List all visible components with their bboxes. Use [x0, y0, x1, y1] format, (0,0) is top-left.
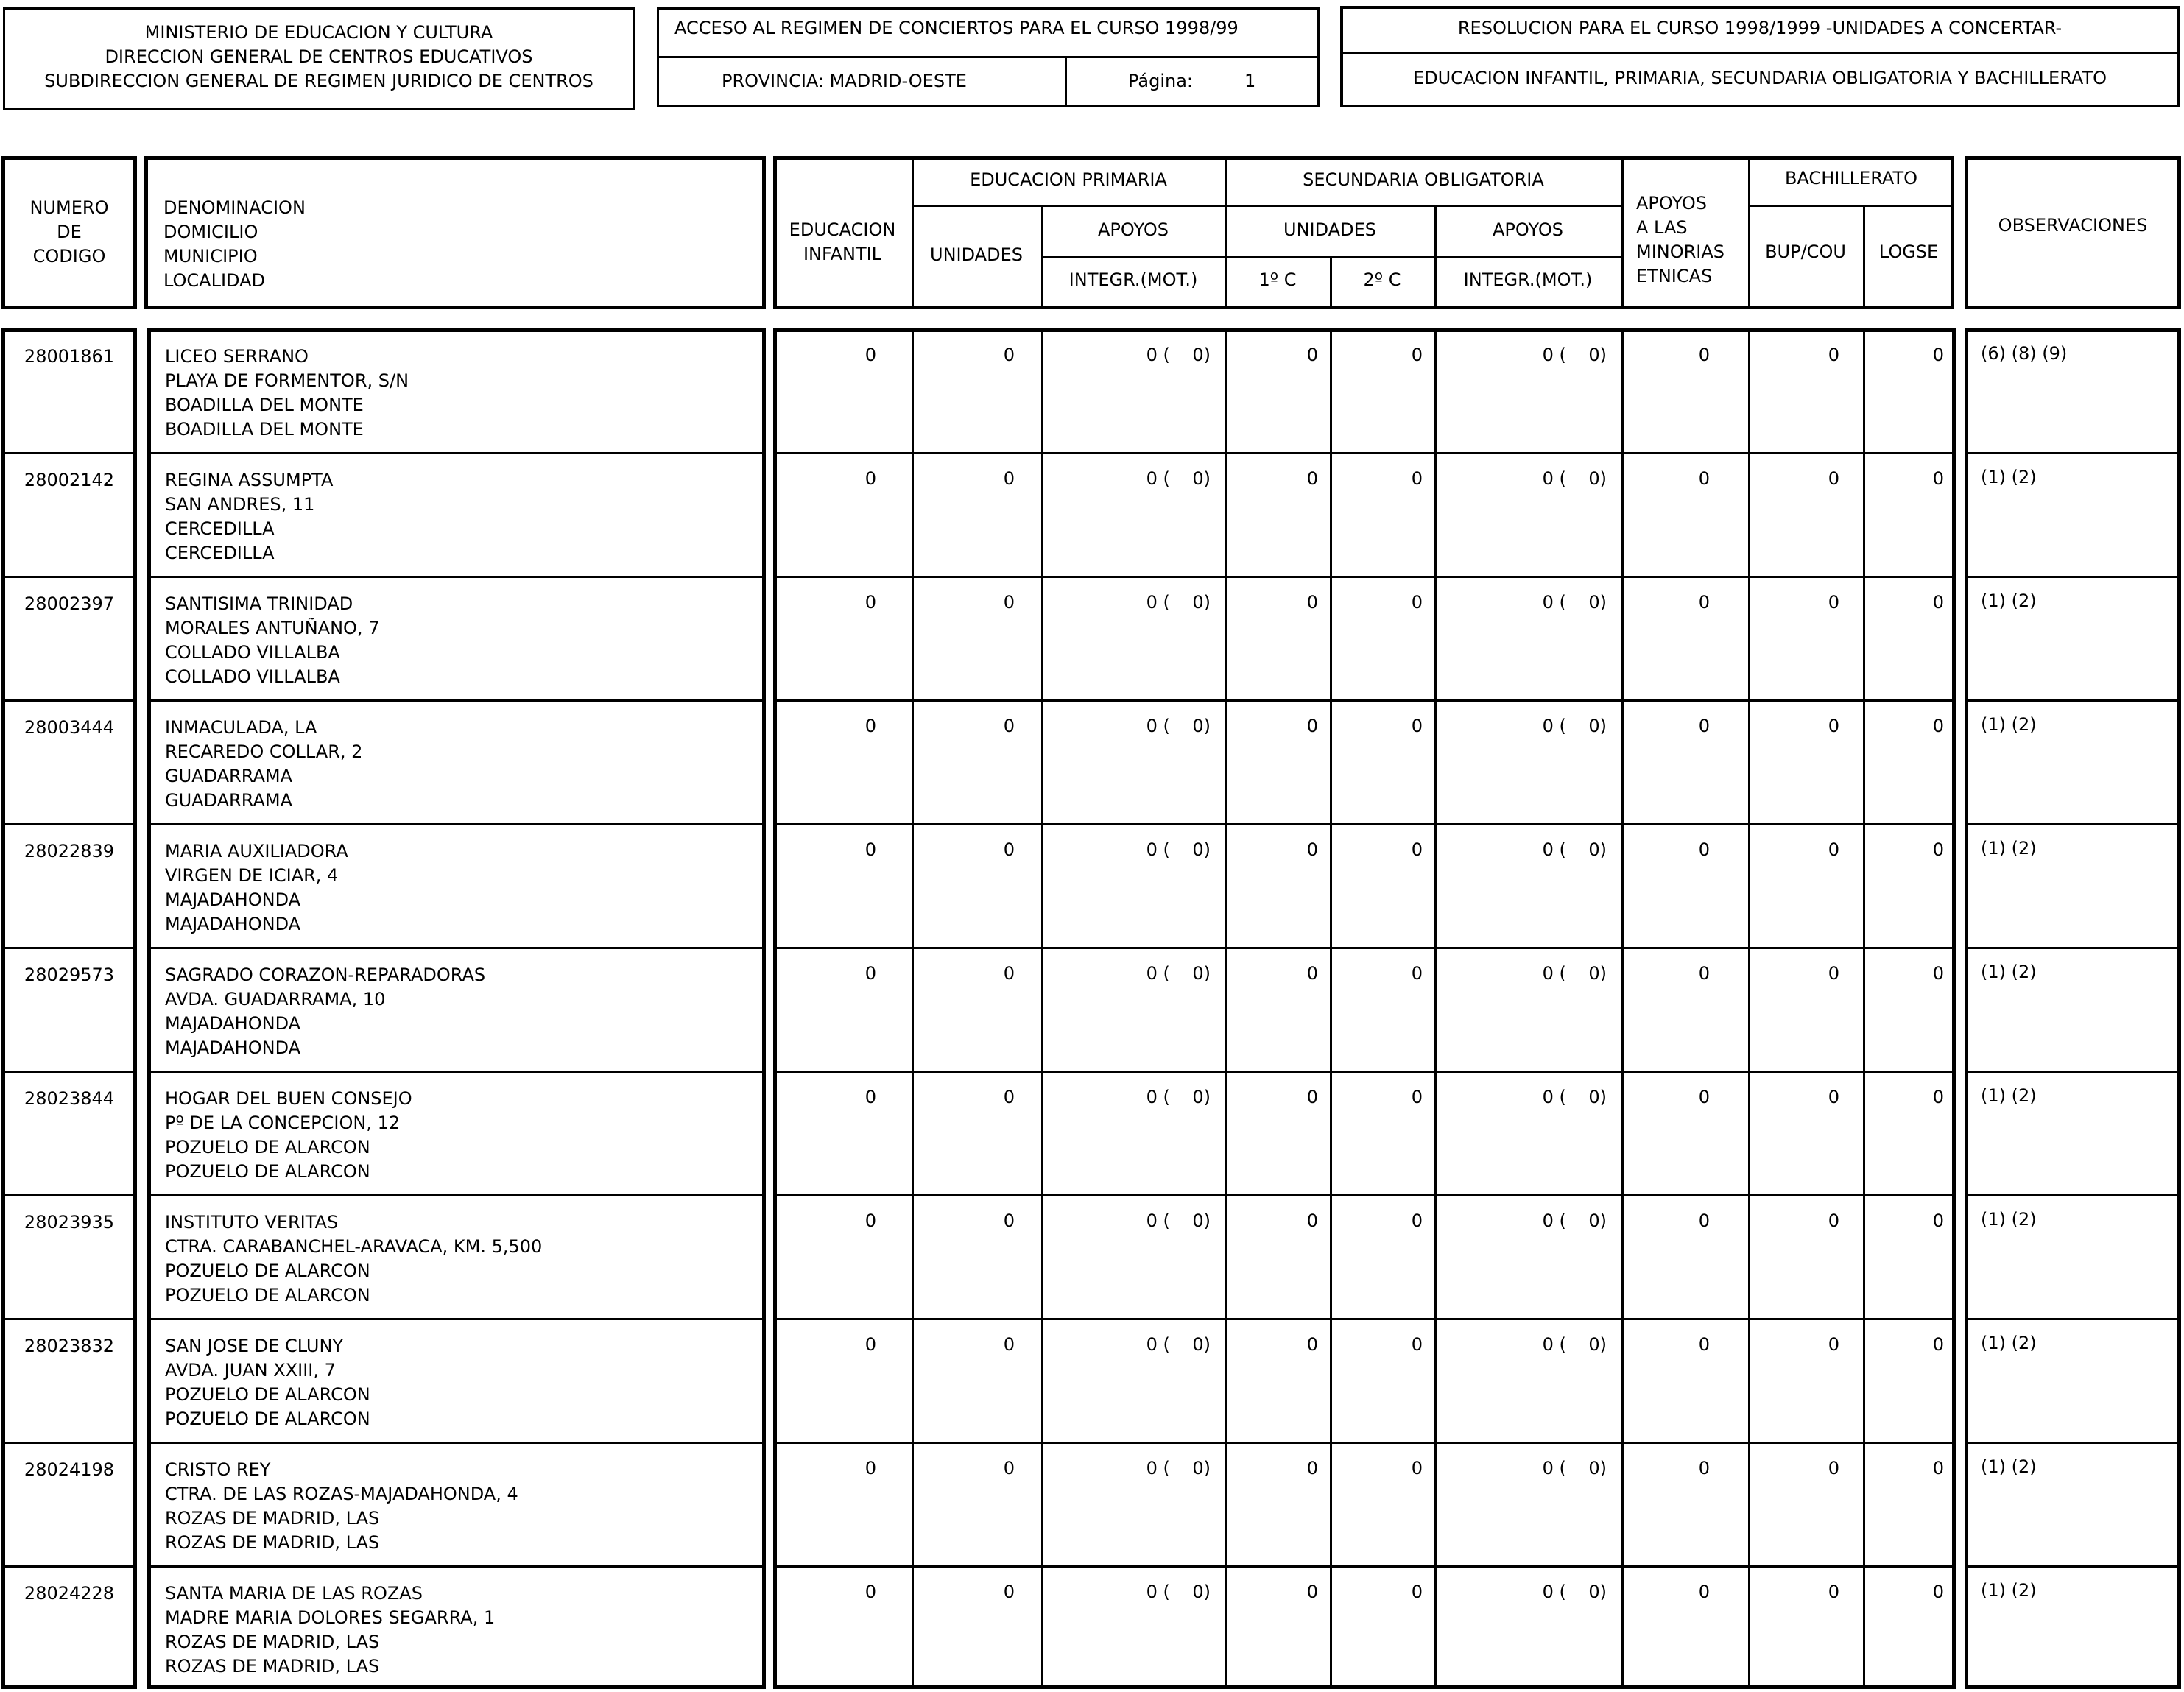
- row-bup: 0: [1828, 1087, 1839, 1107]
- row-name: INSTITUTO VERITAS: [165, 1212, 339, 1233]
- hdr-h-apoyos-pri: [1041, 256, 1225, 258]
- row-divider: [147, 1442, 766, 1444]
- header-name-3: MUNICIPIO: [163, 246, 258, 267]
- row-name: SANTA MARIA DE LAS ROZAS: [165, 1583, 423, 1604]
- row-observaciones: (6) (8) (9): [1981, 343, 2068, 364]
- row-pri-unidades: 0: [1003, 1334, 1015, 1355]
- access-page-divider: [1065, 56, 1067, 107]
- row-divider: [147, 947, 766, 949]
- row-divider: [1965, 576, 2181, 578]
- row-infantil: 0: [864, 1458, 876, 1478]
- row-name: MARIA AUXILIADORA: [165, 841, 348, 861]
- row-logse: 0: [1932, 1210, 1944, 1231]
- row-sec-apoyos: 0 ( 0): [1542, 963, 1607, 984]
- header-primaria: EDUCACION PRIMARIA: [970, 169, 1167, 190]
- row-infantil: 0: [864, 468, 876, 489]
- header-minorias-1: APOYOS: [1636, 193, 1707, 214]
- row-municipio: POZUELO DE ALARCON: [165, 1137, 370, 1157]
- row-name: SAGRADO CORAZON-REPARADORAS: [165, 965, 486, 985]
- resolution-title: RESOLUCION PARA EL CURSO 1998/1999 -UNIDADES A CONCERTAR-: [1457, 18, 2063, 38]
- header-name-1: DENOMINACION: [163, 197, 306, 218]
- hdr-h-sec: [1225, 256, 1621, 258]
- row-sec-c2: 0: [1411, 1334, 1423, 1355]
- row-divider: [1965, 1194, 2181, 1196]
- row-bup: 0: [1828, 468, 1839, 489]
- row-municipio: CERCEDILLA: [165, 518, 275, 539]
- row-sec-c2: 0: [1411, 1210, 1423, 1231]
- body-v-c1: [1330, 328, 1332, 1689]
- province-label: PROVINCIA: MADRID-OESTE: [722, 71, 967, 91]
- row-minorias: 0: [1698, 1334, 1710, 1355]
- row-code: 28002397: [24, 593, 115, 614]
- row-address: SAN ANDRES, 11: [165, 494, 315, 515]
- row-observaciones: (1) (2): [1981, 838, 2037, 859]
- row-sec-c1: 0: [1306, 1582, 1318, 1602]
- row-sec-c2: 0: [1411, 592, 1423, 613]
- row-code: 28001861: [24, 346, 115, 367]
- row-address: CTRA. DE LAS ROZAS-MAJADAHONDA, 4: [165, 1484, 518, 1504]
- row-infantil: 0: [864, 963, 876, 984]
- row-divider: [773, 823, 1956, 825]
- row-divider: [1, 1442, 137, 1444]
- row-divider: [147, 1194, 766, 1196]
- header-bachillerato: BACHILLERATO: [1784, 168, 1918, 188]
- row-address: MORALES ANTUÑANO, 7: [165, 618, 380, 638]
- row-address: AVDA. GUADARRAMA, 10: [165, 989, 386, 1009]
- row-logse: 0: [1932, 468, 1944, 489]
- header-sec-c1: 1º C: [1258, 269, 1297, 290]
- row-bup: 0: [1828, 716, 1839, 736]
- row-observaciones: (1) (2): [1981, 1333, 2037, 1353]
- row-divider: [773, 1318, 1956, 1320]
- header-sec-integr: INTEGR.(MOT.): [1463, 269, 1593, 290]
- body-v-bup: [1863, 328, 1865, 1689]
- row-pri-unidades: 0: [1003, 1582, 1015, 1602]
- row-minorias: 0: [1698, 1582, 1710, 1602]
- row-divider: [773, 1442, 1956, 1444]
- row-code: 28029573: [24, 965, 115, 985]
- row-sec-c1: 0: [1306, 345, 1318, 365]
- row-observaciones: (1) (2): [1981, 1209, 2037, 1230]
- row-observaciones: (1) (2): [1981, 1085, 2037, 1106]
- row-divider: [1, 947, 137, 949]
- row-infantil: 0: [864, 1582, 876, 1602]
- row-pri-unidades: 0: [1003, 592, 1015, 613]
- row-sec-c2: 0: [1411, 468, 1423, 489]
- header-minorias-2: A LAS: [1636, 217, 1688, 238]
- header-sec-apoyos: APOYOS: [1493, 219, 1563, 240]
- levels-title: EDUCACION INFANTIL, PRIMARIA, SECUNDARIA OBLIGATORIA Y BACHILLERATO: [1412, 68, 2107, 88]
- header-observaciones: OBSERVACIONES: [1998, 215, 2148, 236]
- row-sec-apoyos: 0 ( 0): [1542, 1210, 1607, 1231]
- row-minorias: 0: [1698, 468, 1710, 489]
- header-pri-integr: INTEGR.(MOT.): [1068, 269, 1198, 290]
- row-divider: [147, 452, 766, 454]
- row-pri-apoyos: 0 ( 0): [1146, 468, 1211, 489]
- row-pri-apoyos: 0 ( 0): [1146, 345, 1211, 365]
- row-code: 28024228: [24, 1583, 115, 1604]
- row-pri-unidades: 0: [1003, 1087, 1015, 1107]
- row-pri-unidades: 0: [1003, 1458, 1015, 1478]
- row-divider: [147, 1071, 766, 1073]
- hdr-v-secundaria: [1621, 156, 1624, 309]
- page-number: 1: [1244, 71, 1256, 91]
- row-infantil: 0: [864, 1087, 876, 1107]
- row-divider: [1965, 699, 2181, 702]
- resolution-divider: [1340, 52, 2180, 54]
- row-pri-apoyos: 0 ( 0): [1146, 1210, 1211, 1231]
- row-address: Pº DE LA CONCEPCION, 12: [165, 1113, 401, 1133]
- row-bup: 0: [1828, 592, 1839, 613]
- row-observaciones: (1) (2): [1981, 714, 2037, 735]
- row-localidad: MAJADAHONDA: [165, 914, 301, 934]
- row-address: VIRGEN DE ICIAR, 4: [165, 865, 339, 886]
- header-sec-unidades: UNIDADES: [1283, 219, 1376, 240]
- row-address: AVDA. JUAN XXIII, 7: [165, 1360, 336, 1381]
- row-sec-c1: 0: [1306, 468, 1318, 489]
- row-logse: 0: [1932, 839, 1944, 860]
- row-pri-unidades: 0: [1003, 468, 1015, 489]
- row-sec-c1: 0: [1306, 839, 1318, 860]
- row-minorias: 0: [1698, 963, 1710, 984]
- row-sec-c1: 0: [1306, 1334, 1318, 1355]
- header-code-1: NUMERO: [29, 197, 109, 218]
- row-sec-c1: 0: [1306, 963, 1318, 984]
- row-code: 28003444: [24, 717, 115, 738]
- row-observaciones: (1) (2): [1981, 962, 2037, 982]
- row-divider: [1965, 1442, 2181, 1444]
- row-localidad: POZUELO DE ALARCON: [165, 1161, 370, 1182]
- body-obs-box: [1965, 328, 2181, 1689]
- row-address: MADRE MARIA DOLORES SEGARRA, 1: [165, 1607, 496, 1628]
- row-code: 28023844: [24, 1088, 115, 1109]
- body-v-minorias: [1748, 328, 1750, 1689]
- row-sec-c2: 0: [1411, 1458, 1423, 1478]
- row-address: RECAREDO COLLAR, 2: [165, 741, 363, 762]
- row-localidad: COLLADO VILLALBA: [165, 666, 340, 687]
- row-localidad: ROZAS DE MADRID, LAS: [165, 1656, 380, 1677]
- body-levels-box: [773, 328, 1956, 1689]
- row-divider: [1965, 452, 2181, 454]
- row-sec-apoyos: 0 ( 0): [1542, 1334, 1607, 1355]
- row-logse: 0: [1932, 1582, 1944, 1602]
- row-name: SAN JOSE DE CLUNY: [165, 1336, 344, 1356]
- row-code: 28023832: [24, 1336, 115, 1356]
- row-municipio: BOADILLA DEL MONTE: [165, 395, 364, 415]
- row-minorias: 0: [1698, 1087, 1710, 1107]
- row-municipio: MAJADAHONDA: [165, 1013, 301, 1034]
- row-sec-c2: 0: [1411, 716, 1423, 736]
- row-code: 28024198: [24, 1459, 115, 1480]
- row-logse: 0: [1932, 592, 1944, 613]
- row-logse: 0: [1932, 716, 1944, 736]
- page-label: Página:: [1128, 71, 1194, 91]
- row-infantil: 0: [864, 716, 876, 736]
- row-infantil: 0: [864, 839, 876, 860]
- row-divider: [773, 1071, 1956, 1073]
- row-sec-apoyos: 0 ( 0): [1542, 468, 1607, 489]
- header-pri-unidades: UNIDADES: [930, 244, 1023, 265]
- row-logse: 0: [1932, 1087, 1944, 1107]
- row-name: REGINA ASSUMPTA: [165, 470, 334, 490]
- row-divider: [1, 1194, 137, 1196]
- row-pri-apoyos: 0 ( 0): [1146, 1582, 1211, 1602]
- row-sec-apoyos: 0 ( 0): [1542, 1087, 1607, 1107]
- row-municipio: MAJADAHONDA: [165, 889, 301, 910]
- row-logse: 0: [1932, 1458, 1944, 1478]
- row-sec-c2: 0: [1411, 963, 1423, 984]
- row-name: HOGAR DEL BUEN CONSEJO: [165, 1088, 412, 1109]
- header-pri-apoyos: APOYOS: [1098, 219, 1169, 240]
- header-logse: LOGSE: [1878, 242, 1939, 262]
- header-infantil-2: INFANTIL: [803, 244, 882, 264]
- row-divider: [147, 576, 766, 578]
- row-bup: 0: [1828, 1210, 1839, 1231]
- row-divider: [147, 1318, 766, 1320]
- row-infantil: 0: [864, 345, 876, 365]
- ministry-line-3: SUBDIRECCION GENERAL DE REGIMEN JURIDICO DE CENTROS: [44, 71, 593, 91]
- header-code-2: DE: [57, 222, 82, 242]
- row-municipio: POZUELO DE ALARCON: [165, 1384, 370, 1405]
- row-observaciones: (1) (2): [1981, 1580, 2037, 1601]
- row-observaciones: (1) (2): [1981, 591, 2037, 611]
- row-divider: [773, 1565, 1956, 1568]
- row-logse: 0: [1932, 963, 1944, 984]
- row-name: INMACULADA, LA: [165, 717, 317, 738]
- row-bup: 0: [1828, 1458, 1839, 1478]
- row-municipio: COLLADO VILLALBA: [165, 642, 340, 663]
- row-sec-apoyos: 0 ( 0): [1542, 1458, 1607, 1478]
- row-divider: [1, 699, 137, 702]
- row-name: SANTISIMA TRINIDAD: [165, 593, 353, 614]
- row-divider: [1965, 1565, 2181, 1568]
- row-pri-unidades: 0: [1003, 1210, 1015, 1231]
- row-pri-apoyos: 0 ( 0): [1146, 1458, 1211, 1478]
- row-divider: [1965, 823, 2181, 825]
- row-divider: [147, 823, 766, 825]
- row-minorias: 0: [1698, 1210, 1710, 1231]
- row-divider: [773, 576, 1956, 578]
- row-observaciones: (1) (2): [1981, 467, 2037, 487]
- header-name-2: DOMICILIO: [163, 222, 258, 242]
- row-code: 28022839: [24, 841, 115, 861]
- row-pri-unidades: 0: [1003, 963, 1015, 984]
- hdr-h-bach: [1748, 205, 1954, 207]
- row-sec-c1: 0: [1306, 1458, 1318, 1478]
- header-secundaria: SECUNDARIA OBLIGATORIA: [1303, 169, 1544, 190]
- row-sec-apoyos: 0 ( 0): [1542, 1582, 1607, 1602]
- row-divider: [1965, 947, 2181, 949]
- header-minorias-4: ETNICAS: [1636, 266, 1713, 286]
- row-municipio: POZUELO DE ALARCON: [165, 1261, 370, 1281]
- row-localidad: POZUELO DE ALARCON: [165, 1285, 370, 1305]
- row-bup: 0: [1828, 345, 1839, 365]
- row-address: CTRA. CARABANCHEL-ARAVACA, KM. 5,500: [165, 1236, 543, 1257]
- row-divider: [1965, 1318, 2181, 1320]
- row-sec-c1: 0: [1306, 716, 1318, 736]
- row-bup: 0: [1828, 1334, 1839, 1355]
- row-localidad: GUADARRAMA: [165, 790, 292, 811]
- row-divider: [1, 1318, 137, 1320]
- row-divider: [1, 1071, 137, 1073]
- row-code: 28002142: [24, 470, 115, 490]
- row-localidad: BOADILLA DEL MONTE: [165, 419, 364, 440]
- row-municipio: ROZAS DE MADRID, LAS: [165, 1632, 380, 1652]
- row-pri-apoyos: 0 ( 0): [1146, 1087, 1211, 1107]
- row-pri-apoyos: 0 ( 0): [1146, 716, 1211, 736]
- row-minorias: 0: [1698, 1458, 1710, 1478]
- access-divider: [657, 56, 1320, 58]
- row-logse: 0: [1932, 1334, 1944, 1355]
- row-divider: [773, 1194, 1956, 1196]
- body-v-primaria: [1225, 328, 1227, 1689]
- body-v-secundaria: [1621, 328, 1624, 1689]
- row-logse: 0: [1932, 345, 1944, 365]
- row-divider: [773, 699, 1956, 702]
- ministry-line-2: DIRECCION GENERAL DE CENTROS EDUCATIVOS: [105, 46, 533, 67]
- row-sec-c1: 0: [1306, 1210, 1318, 1231]
- row-code: 28023935: [24, 1212, 115, 1233]
- row-localidad: CERCEDILLA: [165, 543, 275, 563]
- header-infantil-1: EDUCACION: [789, 219, 896, 240]
- header-code-3: CODIGO: [32, 246, 106, 267]
- row-bup: 0: [1828, 963, 1839, 984]
- row-bup: 0: [1828, 1582, 1839, 1602]
- row-municipio: ROZAS DE MADRID, LAS: [165, 1508, 380, 1529]
- row-sec-c2: 0: [1411, 345, 1423, 365]
- header-name-4: LOCALIDAD: [163, 270, 265, 291]
- row-minorias: 0: [1698, 716, 1710, 736]
- row-observaciones: (1) (2): [1981, 1456, 2037, 1477]
- row-pri-apoyos: 0 ( 0): [1146, 1334, 1211, 1355]
- row-name: LICEO SERRANO: [165, 346, 309, 367]
- row-minorias: 0: [1698, 592, 1710, 613]
- row-pri-unidades: 0: [1003, 345, 1015, 365]
- hdr-h-primaria: [912, 205, 1621, 207]
- row-divider: [1965, 1071, 2181, 1073]
- header-bup: BUP/COU: [1765, 242, 1846, 262]
- row-sec-c1: 0: [1306, 592, 1318, 613]
- row-municipio: GUADARRAMA: [165, 766, 292, 786]
- row-pri-apoyos: 0 ( 0): [1146, 963, 1211, 984]
- row-localidad: ROZAS DE MADRID, LAS: [165, 1532, 380, 1553]
- row-pri-unidades: 0: [1003, 716, 1015, 736]
- row-divider: [147, 1565, 766, 1568]
- row-sec-c2: 0: [1411, 1582, 1423, 1602]
- row-sec-apoyos: 0 ( 0): [1542, 345, 1607, 365]
- row-pri-unidades: 0: [1003, 839, 1015, 860]
- body-v-sec-unid: [1434, 328, 1437, 1689]
- row-sec-c2: 0: [1411, 839, 1423, 860]
- access-title: ACCESO AL REGIMEN DE CONCIERTOS PARA EL CURSO 1998/99: [674, 18, 1239, 38]
- row-divider: [773, 947, 1956, 949]
- row-bup: 0: [1828, 839, 1839, 860]
- row-minorias: 0: [1698, 839, 1710, 860]
- header-sec-c2: 2º C: [1363, 269, 1401, 290]
- row-divider: [147, 699, 766, 702]
- row-pri-apoyos: 0 ( 0): [1146, 592, 1211, 613]
- body-v-pri-unid: [1041, 328, 1043, 1689]
- row-name: CRISTO REY: [165, 1459, 271, 1480]
- header-minorias-3: MINORIAS: [1636, 242, 1725, 262]
- row-minorias: 0: [1698, 345, 1710, 365]
- row-sec-apoyos: 0 ( 0): [1542, 839, 1607, 860]
- row-sec-apoyos: 0 ( 0): [1542, 592, 1607, 613]
- row-sec-apoyos: 0 ( 0): [1542, 716, 1607, 736]
- body-v-infantil: [912, 328, 914, 1689]
- row-localidad: POZUELO DE ALARCON: [165, 1409, 370, 1429]
- row-infantil: 0: [864, 1334, 876, 1355]
- row-divider: [1, 1565, 137, 1568]
- row-localidad: MAJADAHONDA: [165, 1037, 301, 1058]
- row-divider: [1, 576, 137, 578]
- row-divider: [773, 452, 1956, 454]
- row-sec-c1: 0: [1306, 1087, 1318, 1107]
- row-sec-c2: 0: [1411, 1087, 1423, 1107]
- row-divider: [1, 452, 137, 454]
- ministry-line-1: MINISTERIO DE EDUCACION Y CULTURA: [144, 22, 493, 43]
- row-infantil: 0: [864, 592, 876, 613]
- row-divider: [1, 823, 137, 825]
- row-infantil: 0: [864, 1210, 876, 1231]
- body-code-box: [1, 328, 137, 1689]
- row-address: PLAYA DE FORMENTOR, S/N: [165, 370, 409, 391]
- row-pri-apoyos: 0 ( 0): [1146, 839, 1211, 860]
